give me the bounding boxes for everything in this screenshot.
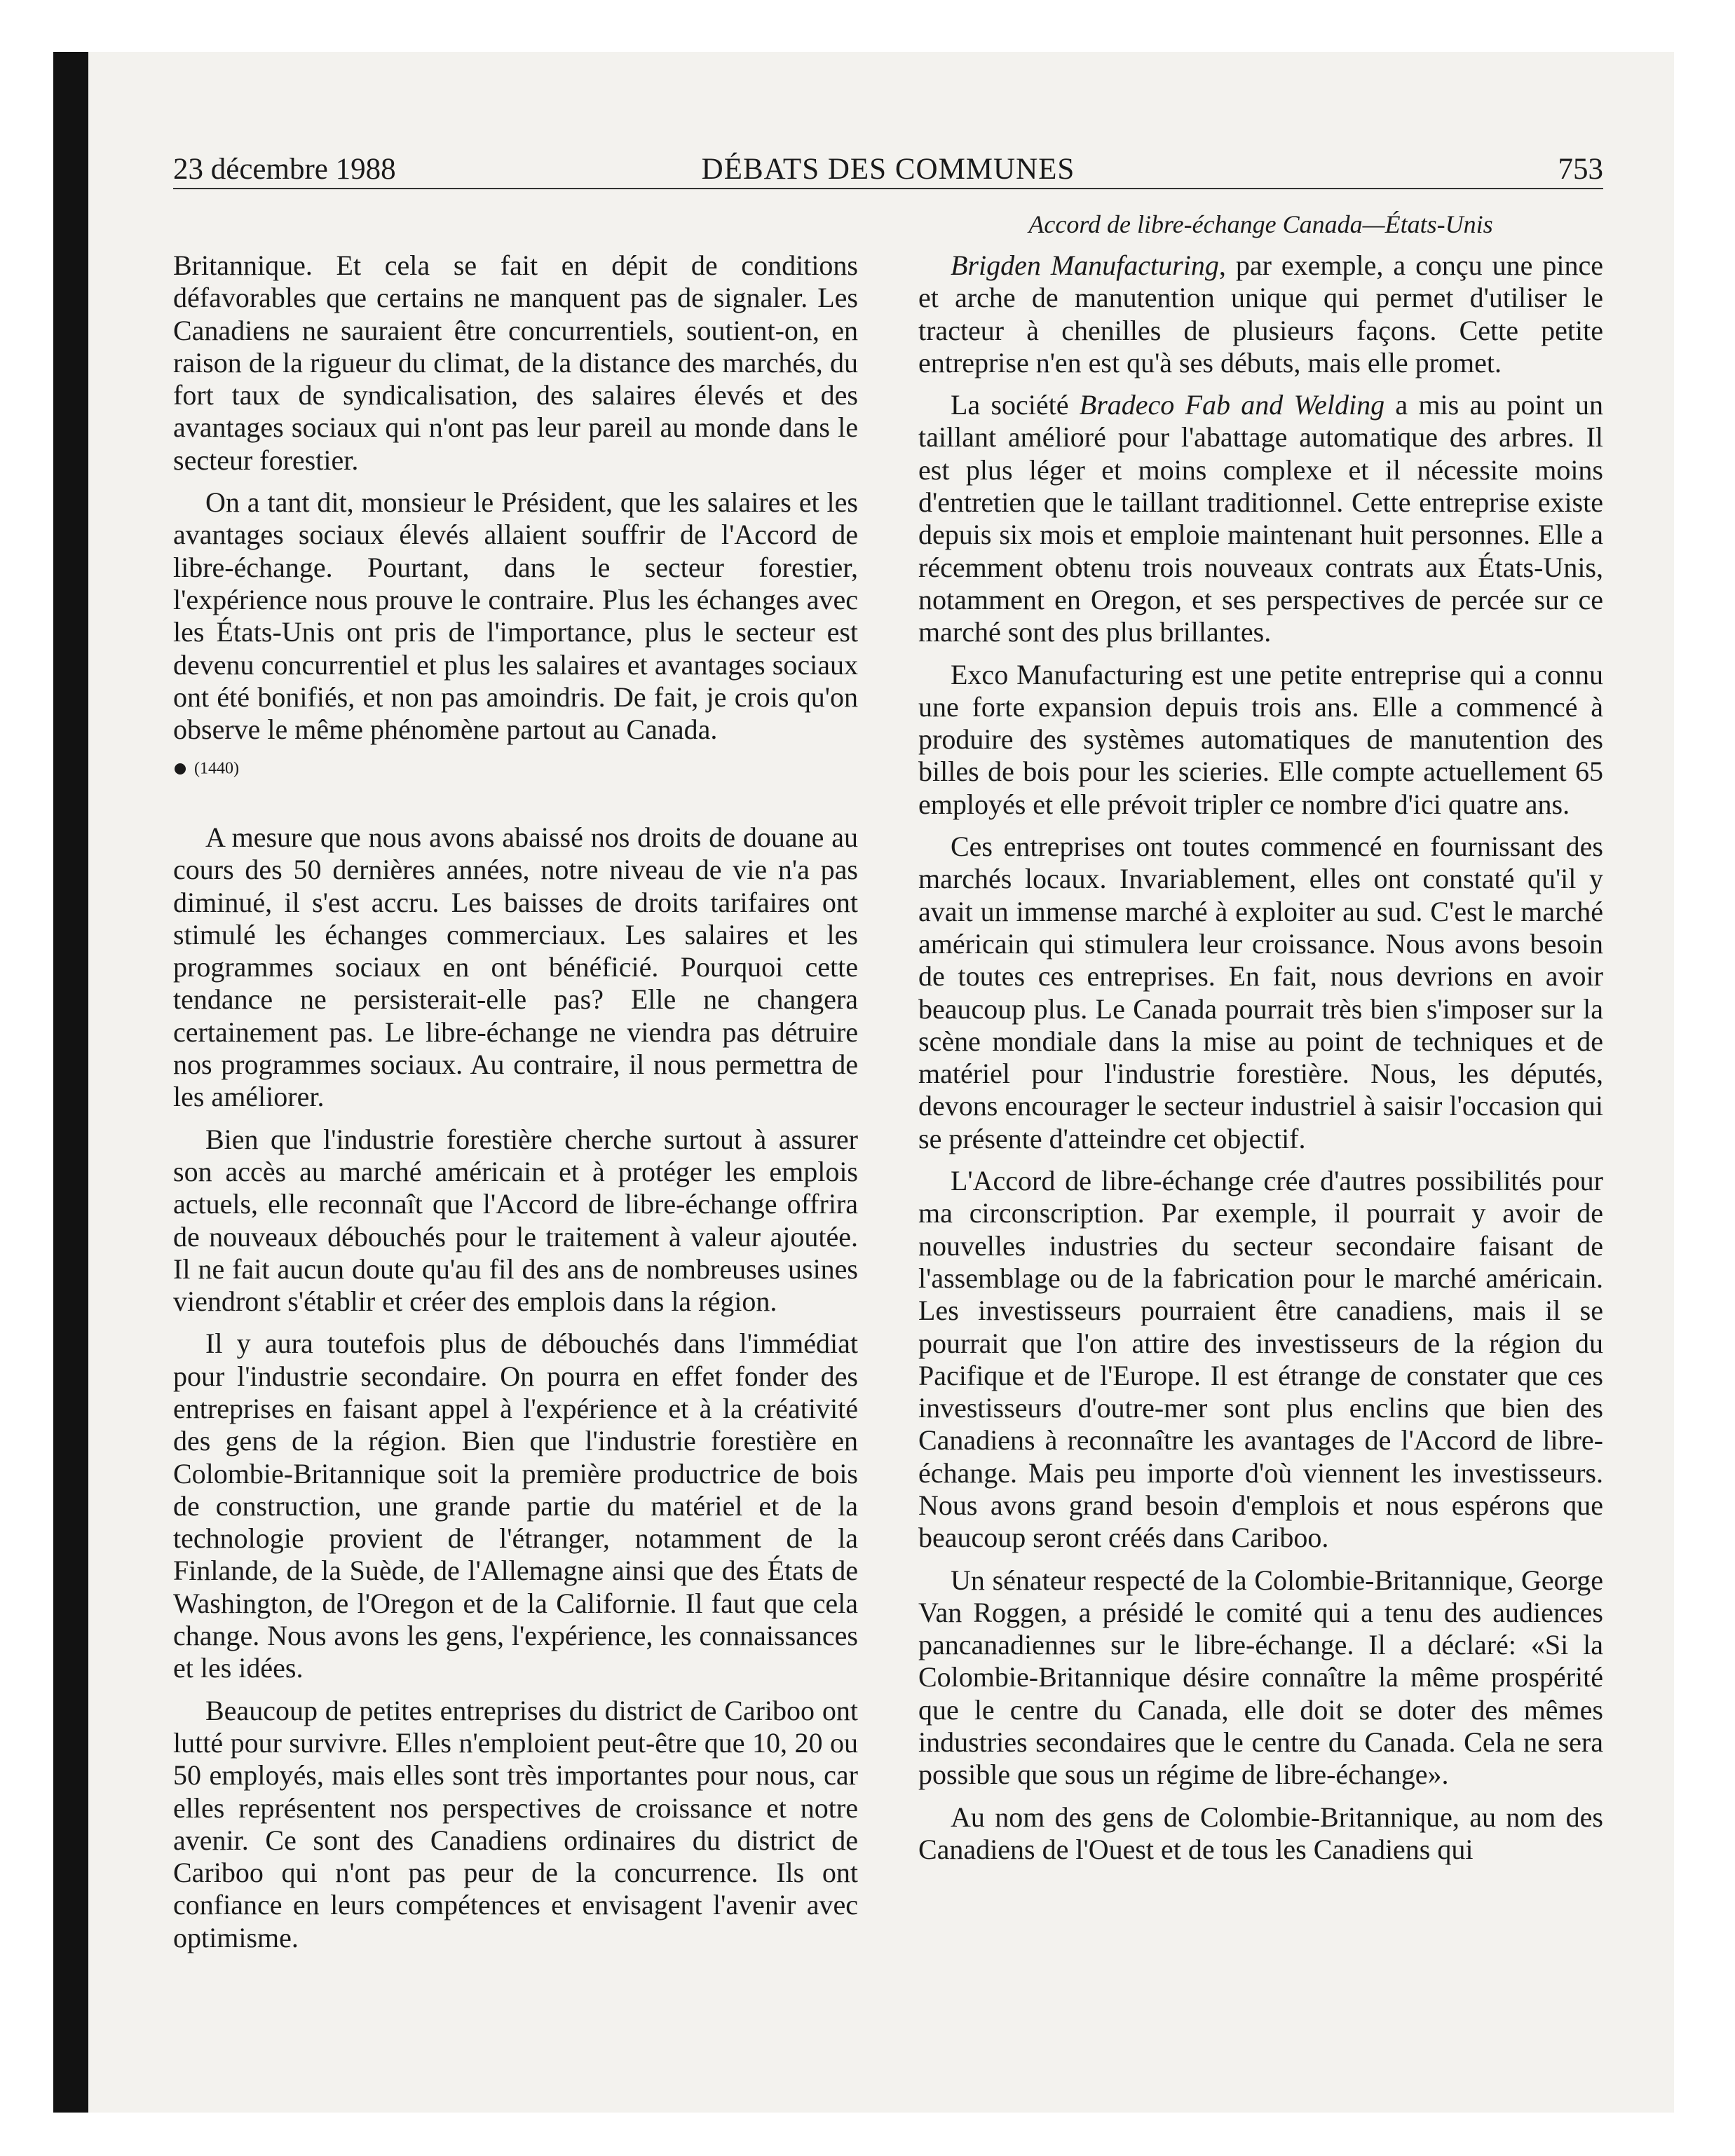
running-head: Accord de libre-échange Canada—États-Unis (1028, 210, 1493, 238)
paragraph: Britannique. Et cela se fait en dépit de conditions défavorables que certains ne manquent pas de signaler. Les Canadiens ne sauraient être concurrentiels, soutient-on, en raison de la rigueur du climat, de la distance des marchés, du fort taux de syndicalisation, des salaires élevés et des avantages sociaux qui n'ont pas leur pareil au monde dans le secteur forestier. (173, 250, 858, 476)
right-column (918, 250, 1603, 1876)
paragraph: Bien que l'industrie forestière cherche surtout à assurer son accès au marché américain et à protéger les emplois actuels, elle reconnaît que l'Accord de libre-échange offrira de nouveaux débouchés pour le traitement à valeur ajoutée. Il ne fait aucun doute qu'au fil des ans de nombreuses usines viendront s'établir et créer des emplois dans la région. (173, 1123, 858, 1318)
paragraph: Ces entreprises ont toutes commencé en fournissant des marchés locaux. Invariablement, elles ont constaté qu'il y avait un immense marché à exploiter au sud. C'est le marché américain qui stimulera leur croissance. Nous avons besoin de toutes ces entreprises. En fait, nous devrions en avoir beaucoup plus. Le Canada pourrait très bien s'imposer sur la scène mondiale dans la mise au point de techniques et de matériel pour l'industrie forestière. Nous, les députés, devons encourager le secteur industriel à saisir l'occasion qui se présente d'atteindre cet objectif. (918, 831, 1603, 1154)
page-header (173, 149, 1603, 191)
paragraph: On a tant dit, monsieur le Président, que les salaires et les avantages sociaux élevés allaient souffrir de l'Accord de libre-échange. Pourtant, dans le secteur forestier, l'expérience nous prouve le contraire. Plus les échanges avec les États-Unis ont pris de l'importance, plus le secteur est devenu concurrentiel et plus les salaires et avantages sociaux ont été bonifiés, et non pas amoindris. De fait, je crois qu'on observe le même phénomène partout au Canada. (173, 486, 858, 746)
paragraph-lead: La société (951, 389, 1080, 421)
paragraph: A mesure que nous avons abaissé nos droits de douane au cours des 50 dernières années, notre niveau de vie n'a pas diminué, il s'est accru. Les baisses de droits tarifaires ont stimulé les échanges commerciaux. Les salaires et les programmes sociaux en ont bénéficié. Pourquoi cette tendance ne persisterait-elle pas? Elle ne changera certainement pas. Le libre-échange ne viendra pas détruire nos programmes sociaux. Au contraire, il nous permettra de les améliorer. (173, 821, 858, 1113)
paragraph: Exco Manufacturing est une petite entreprise qui a connu une forte expansion depuis trois ans. Elle a commencé à produire des systèmes automatiques de manutention des billes de bois pour les scieries. Elle compte actuellement 65 employés et elle prévoit tripler ce nombre d'ici quatre ans. (918, 658, 1603, 820)
paragraph (918, 389, 1603, 648)
time-marker-code: (1440) (194, 759, 239, 778)
company-name: Bradeco Fab and Welding (1079, 389, 1385, 421)
paragraph-text: a mis au point un taillant amélioré pour l'abattage automatique des arbres. Il est plus léger et moins complexe et il nécessite moins d'entretien que le taillant traditionnel. Cette entreprise existe depuis six mois et emploie maintenant huit personnes. Elle a récemment obtenu trois nouveaux contrats aux États-Unis, notamment en Oregon, et ses perspectives de percée sur ce marché sont des plus brillantes. (918, 389, 1604, 648)
paragraph: Au nom des gens de Colombie-Britannique, au nom des Canadiens de l'Ouest et de tous les Canadiens qui (918, 1801, 1603, 1865)
time-marker (173, 757, 858, 779)
header-date: 23 décembre 1988 (173, 153, 396, 186)
paragraph: Il y aura toutefois plus de débouchés dans l'immédiat pour l'industrie secondaire. On pourra en effet fonder des entreprises en faisant appel à l'expérience et à la créativité des gens de la région. Bien que l'industrie forestière en Colombie-Britannique soit la première productrice de bois de construction, une grande partie du matériel et de la technologie provient de l'étranger, notamment de la Finlande, de la Suède, de l'Allemagne ainsi que des États de Washington, de l'Oregon et de la Californie. Il faut que cela change. Nous avons les gens, l'expérience, les connaissances et les idées. (173, 1328, 858, 1684)
paragraph: Beaucoup de petites entreprises du district de Cariboo ont lutté pour survivre. Elles n'emploient peut-être que 10, 20 ou 50 employés, mais elles sont très importantes pour nous, car elles représentent nos perspectives de croissance et notre avenir. Ce sont des Canadiens ordinaires du district de Cariboo qui n'ont pas peur de la concurrence. Ils ont confiance en leurs compétences et envisagent l'avenir avec optimisme. (173, 1694, 858, 1953)
page-number: 753 (1558, 153, 1603, 186)
company-name: Brigden Manufacturing (951, 250, 1219, 281)
paragraph: Un sénateur respecté de la Colombie-Britannique, George Van Roggen, a présidé le comité qui a tenu des audiences pancanadiennes sur le libre-échange. Il a déclaré: «Si la Colombie-Britannique désire connaître la même prospérité que le centre du Canada, elle doit se doter des mêmes industries secondaires que le centre du Canada. Cela ne sera possible que sous un régime de libre-échange». (918, 1564, 1603, 1791)
paragraph-text: , par exemple, a conçu une pince et arche de manutention unique qui permet d'utiliser le tracteur à chenilles de plusieurs façons. Cette petite entreprise n'en est qu'à ses débuts, mais elle promet. (918, 250, 1603, 378)
scan-binding-edge (53, 52, 88, 2113)
header-rule (173, 188, 1603, 189)
paragraph (918, 250, 1603, 379)
paragraph: L'Accord de libre-échange crée d'autres possibilités pour ma circonscription. Par exemple, il pourrait y avoir de nouvelles industries du secteur secondaire faisant de l'assemblage ou de la fabrication pour le marché américain. Les investisseurs pourraient être canadiens, mais il se pourrait que l'on attire des investisseurs de la région du Pacifique et de l'Europe. Il est étrange de constater que ces investisseurs d'outre-mer sont plus enclins que bien des Canadiens à reconnaître les avantages de l'Accord de libre-échange. Mais peu importe d'où viennent les investisseurs. Nous avons grand besoin d'emplois et nous espérons que beaucoup seront créés dans Cariboo. (918, 1165, 1603, 1554)
bullet-icon (175, 763, 186, 775)
left-column (173, 250, 858, 1964)
header-title: DÉBATS DES COMMUNES (701, 153, 1075, 186)
